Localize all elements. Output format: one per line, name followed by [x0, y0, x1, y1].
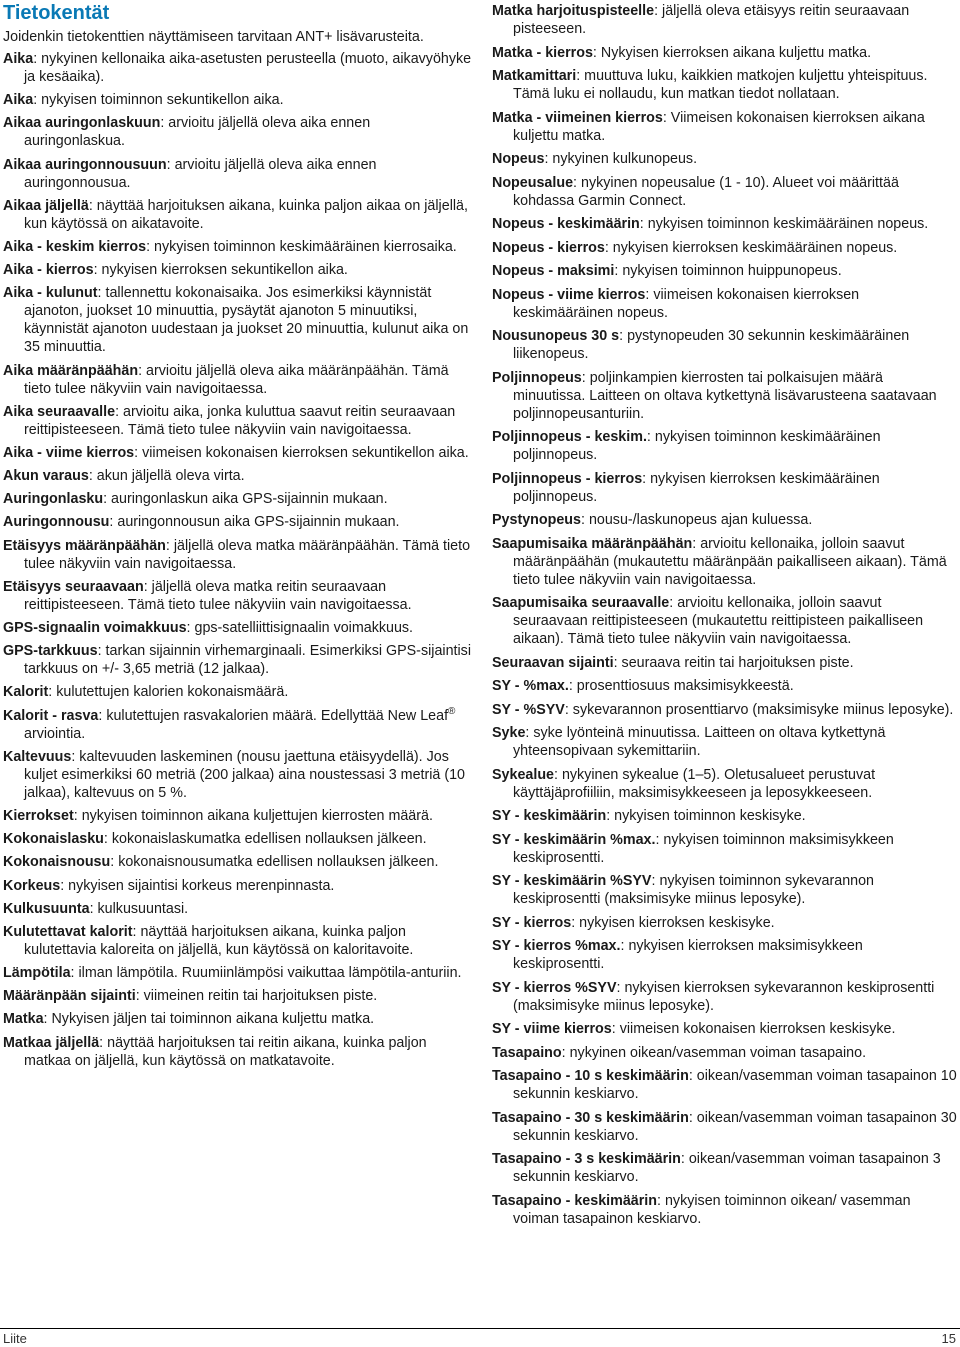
field-separator: :	[581, 512, 589, 528]
field-description: nykyisen kierroksen sekuntikellon aika.	[101, 262, 348, 279]
field-description: nykyisen toiminnon keskisyke.	[614, 808, 806, 824]
right-column	[492, 2, 958, 1233]
data-field-entry	[492, 831, 958, 867]
field-term: Sykealue	[492, 766, 554, 783]
data-field-entry	[3, 444, 473, 462]
field-separator: :	[642, 470, 651, 487]
field-description: nousu-/laskunopeus ajan kuluessa.	[588, 512, 813, 528]
field-description: nykyisen toiminnon maksimisykkeen keskiprosentti.	[513, 831, 894, 866]
field-term: Nopeus - maksimi	[492, 263, 615, 279]
field-separator: :	[33, 51, 42, 67]
field-term: Matka	[3, 1011, 44, 1028]
field-separator: :	[620, 938, 629, 954]
field-description: nykyisen toiminnon keskimääräinen kierrosaika.	[154, 238, 457, 255]
field-term: Nopeus - viime kierros	[492, 286, 646, 303]
field-description: arvioitu aika, jonka kuluttua saavut reitin seuraavaan reittipisteeseen. Tämä tieto tulee näkyviin vain navigoitaessa.	[24, 403, 456, 438]
data-field-entry	[492, 1044, 958, 1062]
data-field-entry	[492, 44, 958, 62]
data-field-entry	[492, 67, 958, 103]
field-term: Saapumisaika seuraavalle	[492, 595, 670, 611]
field-separator: :	[160, 115, 169, 132]
data-field-entry	[492, 1150, 958, 1186]
field-term: Nopeusalue	[492, 174, 574, 191]
field-term: Saapumisaika määränpäähän	[492, 535, 693, 552]
data-field-entry	[492, 594, 958, 648]
field-term: Poljinnopeus - keskim.	[492, 429, 647, 445]
field-term: Matkaa jäljellä	[3, 1034, 100, 1051]
field-description: näyttää harjoituksen aikana, kuinka paljon kulutettavia kaloreita on jäljellä, kun käytössä on kaloritavoite.	[24, 923, 414, 958]
field-description: nykyinen nopeusalue (1 - 10). Alueet voi määrittää kohdassa Garmin Connect.	[513, 174, 899, 209]
field-separator: :	[581, 369, 590, 386]
field-description: oikean/vasemman voiman tasapainon 10 sekunnin keskiarvo.	[513, 1068, 957, 1102]
data-field-entry	[492, 470, 958, 506]
field-description: oikean/vasemman voiman tasapainon 3 sekunnin keskiarvo.	[513, 1151, 941, 1185]
field-term: Kulutettavat kalorit	[3, 923, 133, 940]
field-separator: :	[97, 285, 106, 302]
field-description: nykyisen toiminnon keskimääräinen nopeus.	[647, 216, 929, 232]
data-field-entry	[3, 900, 473, 918]
field-term: SY - %max.	[492, 678, 569, 694]
field-term: Aikaa auringonlaskuun	[3, 115, 161, 132]
field-description: viimeinen reitin tai harjoituksen piste.	[143, 988, 378, 1005]
data-field-entry	[492, 327, 958, 363]
data-field-entry	[3, 1034, 473, 1070]
field-separator: :	[657, 1192, 665, 1209]
data-field-entry	[3, 238, 473, 256]
field-description: nykyinen oikean/vasemman voiman tasapaino.	[569, 1044, 867, 1061]
data-field-entry	[3, 403, 473, 439]
field-separator: :	[109, 514, 118, 531]
data-field-entry	[492, 1067, 958, 1103]
field-separator: :	[604, 239, 613, 256]
footer-divider	[0, 1328, 960, 1329]
field-term: SY - kierros	[492, 914, 572, 931]
left-entry-list	[3, 50, 473, 1070]
data-field-entry	[3, 537, 473, 573]
data-field-entry	[3, 362, 473, 398]
data-field-entry	[3, 467, 473, 485]
field-term: Kalorit	[3, 684, 49, 701]
field-term: Korkeus	[3, 877, 61, 894]
field-term: Aika seuraavalle	[3, 403, 116, 420]
field-term: Matka harjoituspisteelle	[492, 3, 655, 19]
field-term: Matka - viimeinen kierros	[492, 109, 663, 126]
data-field-entry	[492, 511, 958, 529]
field-term: SY - kierros %max.	[492, 938, 621, 954]
field-description: arvioitu kellonaika, jolloin saavut määränpäähän (mukautettu määränpään paikalliseen aikaan). Tämä tieto tulee näkyviin vain navigoitaessa.	[513, 535, 947, 588]
data-field-entry	[492, 174, 958, 210]
field-description: nykyisen kierroksen keskimääräinen poljinnopeus.	[513, 470, 880, 505]
footer-section-label: Liite	[3, 1331, 27, 1346]
field-term: Kaltevuus	[3, 748, 72, 765]
field-term: Nopeus - kierros	[492, 239, 605, 256]
field-separator: :	[692, 535, 701, 552]
field-term: Aika - kierros	[3, 262, 94, 279]
data-field-entry	[492, 914, 958, 932]
data-field-entry	[492, 807, 958, 825]
field-separator: :	[561, 1044, 570, 1061]
field-description: jäljellä oleva etäisyys reitin seuraavaan pisteeseen.	[513, 3, 910, 37]
field-separator: :	[88, 197, 97, 214]
field-term: Pystynopeus	[492, 512, 581, 528]
field-separator: :	[89, 900, 98, 917]
data-field-entry	[3, 490, 473, 508]
field-description: tallennettu kokonaisaika. Jos esimerkiksi käynnistät ajanoton, juokset 10 minuuttia, pysäytät ajanoton 5 minuutiksi, käynnistät ajanoton uudestaan ja juokset 20 minuuttia, kulunut aika on 35 minuuttia.	[24, 285, 469, 356]
field-separator: :	[70, 965, 79, 982]
data-field-entry	[3, 578, 473, 614]
field-description: viimeisen kokonaisen kierroksen keskisyke.	[619, 1021, 896, 1037]
data-field-entry	[3, 683, 473, 701]
field-term: Poljinnopeus	[492, 369, 582, 386]
data-field-entry	[3, 197, 473, 233]
field-separator: :	[103, 491, 112, 508]
field-description: kulutettujen rasvakalorien määrä. Edellyttää New Leaf	[106, 707, 449, 724]
data-field-entry	[3, 707, 473, 743]
data-field-entry	[492, 150, 958, 168]
field-description: nykyisen toiminnon keskimääräinen poljinnopeus.	[513, 429, 881, 463]
field-description: seuraava reitin tai harjoituksen piste.	[621, 654, 854, 671]
data-field-entry	[492, 1192, 958, 1228]
field-description: kaltevuuden laskeminen (nousu jaettuna etäisyydellä). Jos kuljet esimerkiksi 60 metriä (200 jalkaa) aina noustessasi 3 metriä (10 jalkaa), kaltevuus on 5 %.	[24, 748, 466, 801]
field-term: Tasapaino - keskimäärin	[492, 1192, 658, 1209]
field-description: auringonnousun aika GPS-sijainnin mukaan.	[117, 514, 400, 531]
left-column	[3, 0, 473, 1075]
field-separator: :	[132, 923, 141, 940]
field-description: pystynopeuden 30 sekunnin keskimääräinen liikenopeus.	[513, 328, 910, 362]
field-description: nykyisen toiminnon sekuntikellon aika.	[41, 92, 284, 109]
data-field-entry	[492, 677, 958, 695]
field-description: nykyinen kulkunopeus.	[552, 151, 698, 167]
field-separator: :	[71, 748, 80, 765]
data-field-entry	[492, 369, 958, 423]
field-term: Kulkusuunta	[3, 900, 90, 917]
field-description: sykevarannon prosenttiarvo (maksimisyke miinus leposyke).	[572, 701, 954, 718]
field-term: Akun varaus	[3, 468, 89, 485]
field-separator: :	[568, 678, 577, 694]
field-term: Aikaa auringonnousuun	[3, 156, 167, 173]
data-field-entry	[492, 109, 958, 145]
field-separator: :	[576, 68, 585, 84]
field-term: SY - %SYV	[492, 701, 565, 718]
field-separator: :	[166, 156, 175, 173]
field-term: Kokonaisnousu	[3, 854, 111, 871]
field-description: nykyisen toiminnon sykevarannon keskiprosentti (maksimisyke miinus leposyke).	[513, 873, 875, 907]
field-description: näyttää harjoituksen tai reitin aikana, kuinka paljon matkaa on jäljellä, kun käytössä on matkatavoite.	[24, 1034, 427, 1069]
field-description: prosenttiosuus maksimisykkeestä.	[576, 678, 794, 694]
data-field-entry	[492, 262, 958, 280]
field-term: GPS-signaalin voimakkuus	[3, 620, 187, 636]
field-separator: :	[73, 807, 82, 824]
field-description: gps-satelliittisignaalin voimakkuus.	[194, 620, 414, 636]
field-separator: :	[646, 429, 655, 445]
field-description: arvioitu kellonaika, jolloin saavut seuraavaan reittipisteeseen (mukautettu reittipisteen paikalliseen aikaan). Tämä tieto tulee näkyviin vain navigoitaessa.	[513, 595, 924, 647]
field-separator: :	[654, 3, 663, 19]
page-footer	[0, 1328, 960, 1347]
field-term: Tasapaino - 3 s keskimäärin	[492, 1151, 681, 1167]
field-separator: :	[88, 468, 97, 485]
field-description: viimeisen kokonaisen kierroksen keskimääräinen nopeus.	[513, 286, 860, 321]
field-term: Poljinnopeus - kierros	[492, 470, 643, 487]
data-field-entry	[492, 535, 958, 589]
field-term: SY - viime kierros	[492, 1021, 612, 1037]
field-separator: :	[33, 92, 42, 109]
field-description: nykyinen kellonaika aika-asetusten perusteella (muoto, aikavyöhyke ja kesäaika).	[24, 51, 472, 85]
field-term: Aika - keskim kierros	[3, 238, 147, 255]
field-term: Auringonlasku	[3, 491, 104, 508]
page-title: Tietokentät	[3, 2, 110, 24]
field-term: Aika - kulunut	[3, 285, 98, 302]
field-separator: :	[93, 262, 102, 279]
data-field-entry	[492, 1020, 958, 1038]
field-term: Tasapaino	[492, 1044, 562, 1061]
field-term: Tasapaino - 10 s keskimäärin	[492, 1068, 689, 1084]
field-term: SY - keskimäärin %SYV	[492, 873, 652, 889]
data-field-entry	[3, 114, 473, 150]
field-separator: :	[616, 979, 625, 996]
field-separator: :	[655, 831, 664, 848]
field-separator: :	[606, 808, 615, 824]
field-term: Kierrokset	[3, 807, 74, 824]
data-field-entry	[3, 853, 473, 871]
field-term: Aika - viime kierros	[3, 444, 135, 461]
field-term: SY - keskimäärin	[492, 808, 607, 824]
field-separator: :	[639, 216, 648, 232]
field-separator: :	[110, 854, 119, 871]
field-description: jäljellä oleva matka määränpäähän. Tämä tieto tulee näkyviin vain navigoitaessa.	[24, 537, 471, 572]
data-field-entry	[492, 937, 958, 973]
field-description: nykyisen kierroksen keskisyke.	[579, 914, 775, 931]
field-description: Nykyisen kierroksen aikana kuljettu matka.	[600, 44, 872, 61]
field-term: Aikaa jäljellä	[3, 197, 89, 214]
field-term: GPS-tarkkuus	[3, 643, 98, 660]
data-field-entry	[492, 2, 958, 38]
field-separator: :	[669, 595, 678, 611]
field-description: akun jäljellä oleva virta.	[96, 468, 245, 485]
field-separator: :	[571, 914, 580, 931]
right-entry-list	[492, 2, 958, 1228]
field-separator: :	[165, 537, 174, 554]
data-field-entry	[492, 979, 958, 1015]
page-number: 15	[941, 1331, 956, 1346]
field-separator: :	[525, 725, 534, 741]
field-separator: :	[98, 707, 107, 724]
field-separator: :	[680, 1151, 689, 1167]
data-field-entry	[492, 215, 958, 233]
field-term: Auringonnousu	[3, 514, 110, 531]
field-separator: :	[103, 831, 112, 848]
field-separator: :	[611, 1021, 620, 1037]
field-term: Aika	[3, 51, 34, 67]
data-field-entry	[492, 1109, 958, 1145]
data-field-entry	[3, 830, 473, 848]
field-term: SY - kierros %SYV	[492, 979, 617, 996]
data-field-entry	[3, 91, 473, 109]
field-separator: :	[143, 578, 152, 595]
field-description: ilman lämpötila. Ruumiinlämpösi vaikuttaa lämpötila-anturiin.	[78, 965, 462, 982]
field-term: Määränpään sijainti	[3, 988, 136, 1005]
data-field-entry	[492, 766, 958, 802]
field-separator: :	[573, 174, 581, 191]
data-field-entry	[3, 156, 473, 192]
intro-text: Joidenkin tietokenttien näyttämiseen tarvitaan ANT+ lisävarusteita.	[3, 29, 424, 45]
field-description: arvioitu jäljellä oleva aika määränpäähän. Tämä tieto tulee näkyviin vain navigoitaessa.	[24, 362, 449, 397]
field-description: syke lyönteinä minuutissa. Laitteen on oltava kytkettynä yhteensopivaan sykemittariin.	[513, 725, 886, 759]
field-description: oikean/vasemman voiman tasapainon 30 sekunnin keskiarvo.	[513, 1109, 957, 1144]
field-separator: :	[592, 44, 601, 61]
field-description: Viimeisen kokonaisen kierroksen aikana kuljettu matka.	[513, 109, 925, 144]
field-term: Etäisyys määränpäähän	[3, 537, 166, 554]
field-separator: :	[135, 988, 144, 1005]
field-description: nykyisen kierroksen keskimääräinen nopeus.	[612, 239, 898, 256]
field-separator: :	[688, 1068, 697, 1084]
field-separator: :	[662, 109, 671, 126]
field-separator: :	[115, 403, 124, 420]
field-separator: :	[134, 444, 143, 461]
field-term: Kokonaislasku	[3, 831, 104, 848]
data-field-entry	[3, 987, 473, 1005]
field-term: Aika määränpäähän	[3, 362, 139, 379]
field-description: nykyisen sijaintisi korkeus merenpinnasta.	[68, 877, 335, 894]
field-separator: :	[688, 1109, 697, 1126]
field-separator: :	[614, 263, 623, 279]
data-field-entry	[3, 619, 473, 637]
field-description: nykyisen toiminnon huippunopeus.	[622, 263, 842, 279]
field-description: kokonaisnousumatka edellisen nollauksen jälkeen.	[118, 854, 439, 871]
field-term: Nopeus - keskimäärin	[492, 216, 640, 232]
field-description: kokonaislaskumatka edellisen nollauksen jälkeen.	[111, 831, 427, 848]
field-separator: :	[186, 620, 195, 636]
data-field-entry	[492, 701, 958, 719]
field-description: tarkan sijainnin virhemarginaali. Esimerkiksi GPS-sijaintisi tarkkuus on +/- 3,65 metriä (12 jalkaa).	[24, 643, 472, 678]
field-description-continued: arviointia.	[24, 725, 86, 742]
field-description: näyttää harjoituksen aikana, kuinka paljon aikaa on jäljellä, kun käytössä on aikatavoite.	[24, 197, 468, 232]
field-separator: :	[99, 1034, 108, 1051]
field-description: nykyinen sykealue (1–5). Oletusalueet perustuvat käyttäjäprofiiliin, maksimisykkeeseen ja leposykkeeseen.	[513, 766, 876, 801]
field-description: arvioitu jäljellä oleva aika ennen auringonlaskua.	[24, 115, 371, 150]
data-field-entry	[3, 964, 473, 982]
data-field-entry	[492, 724, 958, 760]
field-term: Seuraavan sijainti	[492, 654, 614, 671]
data-field-entry	[3, 284, 473, 356]
field-term: SY - keskimäärin %max.	[492, 831, 656, 848]
field-term: Lämpötila	[3, 965, 71, 982]
field-description: nykyisen kierroksen sykevarannon keskiprosentti (maksimisyke miinus leposyke).	[513, 979, 935, 1014]
field-separator: :	[60, 877, 69, 894]
data-field-entry	[492, 286, 958, 322]
field-description: viimeisen kokonaisen kierroksen sekuntikellon aika.	[142, 444, 469, 461]
field-description: arvioitu jäljellä oleva aika ennen auringonnousua.	[24, 156, 377, 191]
field-separator: :	[97, 643, 106, 660]
field-term: Tasapaino - 30 s keskimäärin	[492, 1109, 689, 1126]
field-separator: :	[645, 286, 654, 303]
registered-trademark-mark: ®	[448, 705, 456, 717]
field-description: Nykyisen jäljen tai toiminnon aikana kuljettu matka.	[51, 1011, 375, 1028]
data-field-entry	[3, 50, 473, 86]
data-field-entry	[3, 923, 473, 959]
field-description: kulutettujen kalorien kokonaismäärä.	[56, 684, 289, 701]
field-description: muuttuva luku, kaikkien matkojen kuljettu yhteispituus. Tämä luku ei nollaudu, kun matkan tiedot nollataan.	[513, 68, 928, 102]
field-description: jäljellä oleva matka reitin seuraavaan reittipisteeseen. Tämä tieto tulee näkyviin vain navigoitaessa.	[24, 578, 412, 613]
field-separator: :	[43, 1011, 52, 1028]
data-field-entry	[3, 807, 473, 825]
field-separator: :	[554, 766, 562, 783]
field-description: nykyisen toiminnon aikana kuljettujen kierrosten määrä.	[81, 807, 433, 824]
field-separator: :	[138, 362, 147, 379]
field-separator: :	[48, 684, 57, 701]
data-field-entry	[3, 513, 473, 531]
data-field-entry	[3, 642, 473, 678]
field-term: Matkamittari	[492, 68, 577, 84]
field-term: Nopeus	[492, 151, 545, 167]
data-field-entry	[492, 428, 958, 464]
field-term: Kalorit - rasva	[3, 707, 99, 724]
field-term: Etäisyys seuraavaan	[3, 578, 144, 595]
field-separator: :	[619, 328, 628, 344]
data-field-entry	[3, 877, 473, 895]
data-field-entry	[3, 1010, 473, 1028]
data-field-entry	[492, 872, 958, 908]
field-separator: :	[651, 873, 660, 889]
field-separator: :	[564, 701, 573, 718]
data-field-entry	[492, 654, 958, 672]
field-description: auringonlaskun aika GPS-sijainnin mukaan.	[111, 491, 388, 508]
field-term: Matka - kierros	[492, 44, 593, 61]
field-term: Syke	[492, 725, 526, 741]
field-separator: :	[146, 238, 155, 255]
field-description: nykyisen toiminnon oikean/ vasemman voiman tasapainon keskiarvo.	[513, 1192, 911, 1227]
field-term: Aika	[3, 92, 34, 109]
field-term: Nousunopeus 30 s	[492, 328, 620, 344]
field-separator: :	[544, 151, 553, 167]
data-field-entry	[3, 261, 473, 279]
field-description: poljinkampien kierrosten tai polkaisujen määrä minuutissa. Laitteen on oltava kytkettynä lisävarusteena saatavaan poljinnopeusanturiin.	[513, 369, 937, 422]
data-field-entry	[3, 748, 473, 802]
field-description: nykyisen kierroksen maksimisykkeen keskiprosentti.	[513, 938, 863, 972]
data-field-entry	[492, 239, 958, 257]
field-separator: :	[613, 654, 622, 671]
field-description: kulkusuuntasi.	[97, 900, 189, 917]
